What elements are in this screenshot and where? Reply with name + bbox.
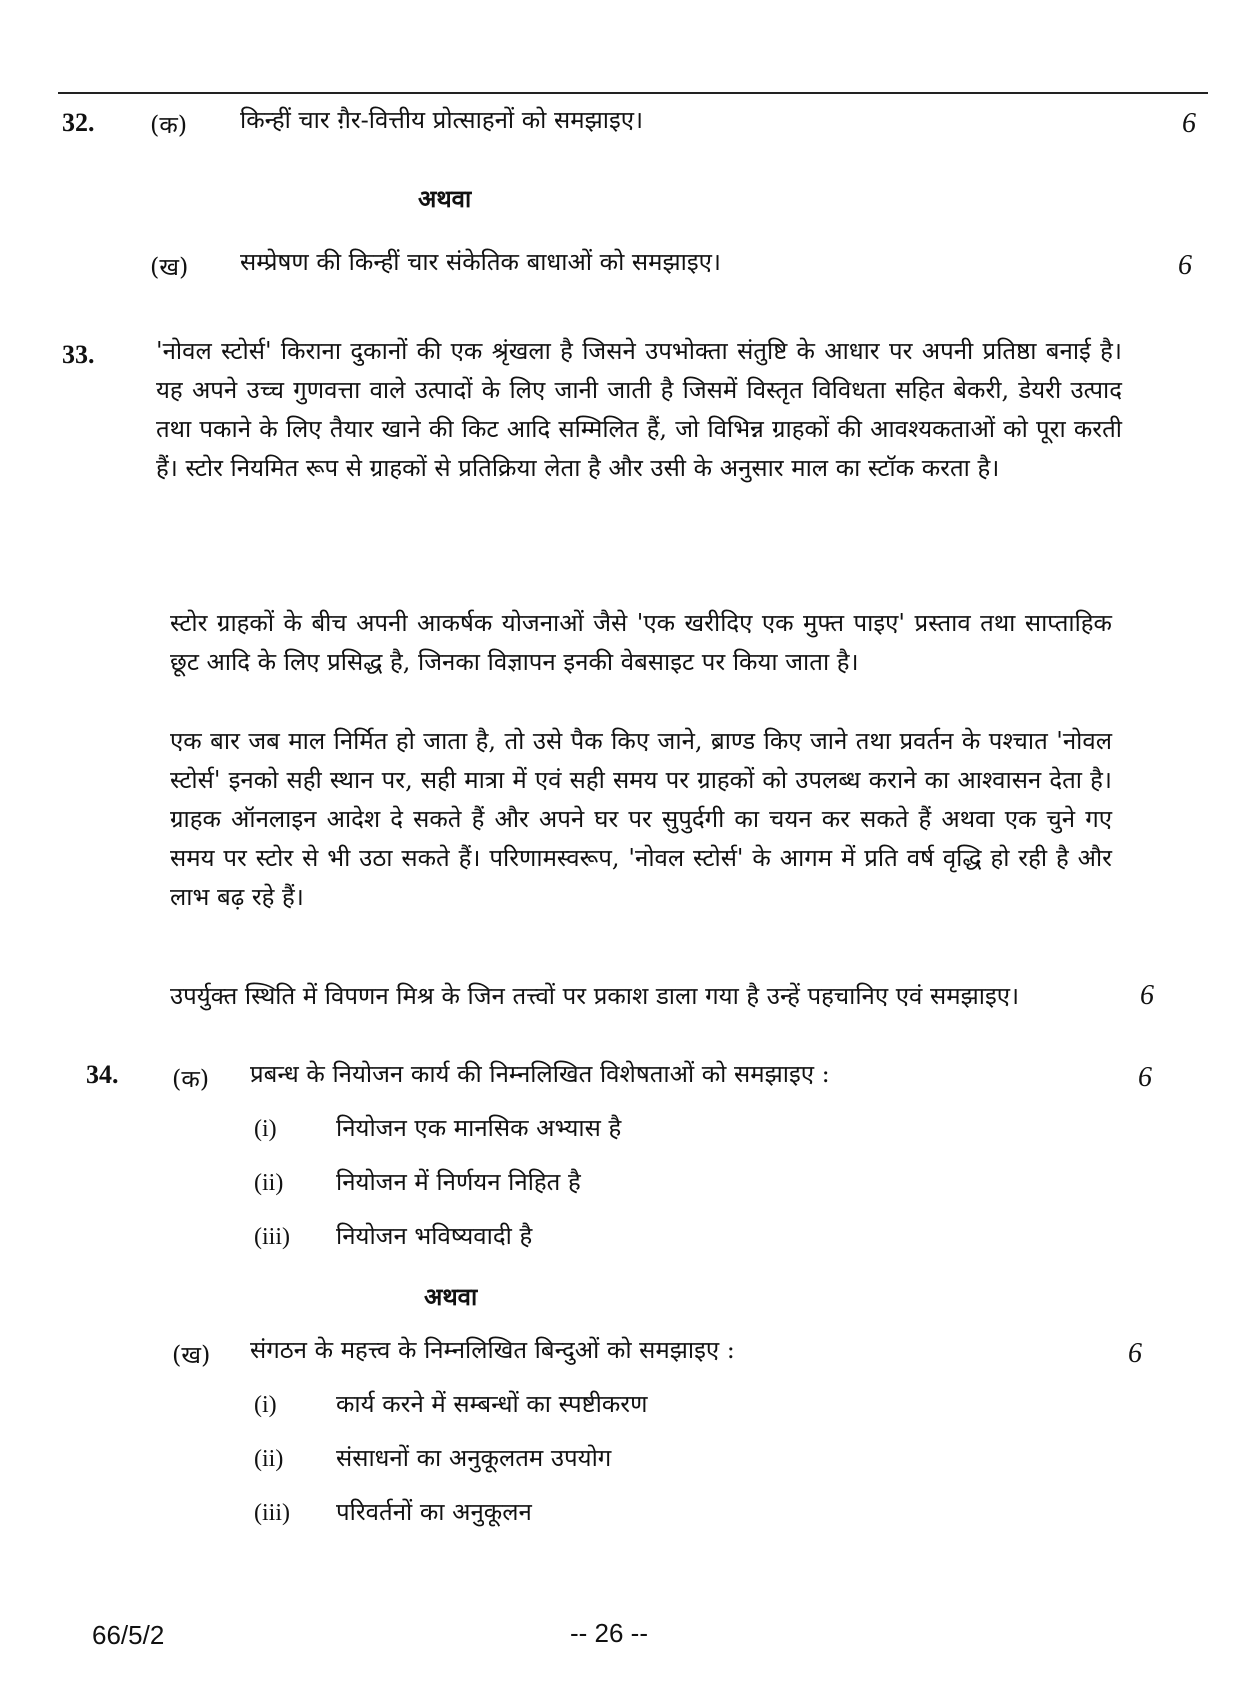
- sub-item-number: (i): [254, 1116, 277, 1142]
- paper-code: 66/5/2: [92, 1620, 165, 1650]
- option-label-b: (ख): [150, 253, 189, 281]
- sub-item-text: नियोजन भविष्यवादी है: [336, 1222, 533, 1250]
- question-number: 32.: [62, 108, 95, 137]
- sub-item-number: (ii): [254, 1446, 284, 1472]
- sub-item-text: संसाधनों का अनुकूलतम उपयोग: [336, 1444, 612, 1472]
- option-label-b: (ख): [172, 1341, 211, 1369]
- marks: 6: [1178, 250, 1192, 281]
- top-rule: [58, 92, 1208, 94]
- question-text: प्रबन्ध के नियोजन कार्य की निम्नलिखित विशेषताओं को समझाइए :: [250, 1060, 830, 1088]
- question-text: संगठन के महत्त्व के निम्नलिखित बिन्दुओं को समझाइए :: [250, 1336, 735, 1364]
- sub-item-number: (iii): [254, 1224, 290, 1250]
- question-text: किन्हीं चार ग़ैर-वित्तीय प्रोत्साहनों को समझाइए।: [240, 106, 644, 134]
- question-text: सम्प्रेषण की किन्हीं चार संकेतिक बाधाओं को समझाइए।: [240, 248, 722, 276]
- question-text: उपर्युक्त स्थिति में विपणन मिश्र के जिन तत्त्वों पर प्रकाश डाला गया है उन्हें पहचानिए एवं समझाइए।: [170, 982, 1020, 1010]
- sub-item-text: नियोजन एक मानसिक अभ्यास है: [336, 1114, 622, 1142]
- page-number: -- 26 --: [570, 1618, 648, 1648]
- question-number: 33.: [62, 340, 95, 369]
- sub-item-number: (i): [254, 1392, 277, 1418]
- sub-item-text: कार्य करने में सम्बन्धों का स्पष्टीकरण: [336, 1390, 648, 1418]
- sub-item-number: (ii): [254, 1170, 284, 1196]
- marks: 6: [1182, 108, 1196, 139]
- sub-item-text: नियोजन में निर्णयन निहित है: [336, 1168, 581, 1196]
- or-separator: अथवा: [424, 1282, 478, 1311]
- marks: 6: [1128, 1338, 1142, 1369]
- or-separator: अथवा: [418, 184, 472, 213]
- case-paragraph-1: 'नोवल स्टोर्स' किराना दुकानों की एक श्रृंखला है जिसने उपभोक्ता संतुष्टि के आधार पर अपनी प्रतिष्ठा बनाई है। यह अपने उच्च गुणवत्ता वाले उत्पादों के लिए जानी जाती है जिसमें विस्तृत विविधता सहित बेकरी, डेयरी उत्पाद तथा पकाने के लिए तैयार खाने की किट आदि सम्मिलित हैं, जो विभिन्न ग्राहकों की आवश्यकताओं को पूरा करती हैं। स्टोर नियमित रूप से ग्राहकों से प्रतिक्रिया लेता है और उसी के अनुसार माल का स्टॉक करता है।: [156, 337, 1122, 482]
- case-paragraph-2: स्टोर ग्राहकों के बीच अपनी आकर्षक योजनाओं जैसे 'एक खरीदिए एक मुफ्त पाइए' प्रस्ताव तथा साप्ताहिक छूट आदि के लिए प्रसिद्ध है, जिनका विज्ञापन इनकी वेबसाइट पर किया जाता है।: [170, 609, 1112, 676]
- sub-item-number: (iii): [254, 1500, 290, 1526]
- sub-item-text: परिवर्तनों का अनुकूलन: [336, 1498, 532, 1526]
- case-paragraph-3: एक बार जब माल निर्मित हो जाता है, तो उसे पैक किए जाने, ब्राण्ड किए जाने तथा प्रवर्तन के पश्चात 'नोवल स्टोर्स' इनको सही स्थान पर, सही मात्रा में एवं सही समय पर ग्राहकों को उपलब्ध कराने का आश्वासन देता है। ग्राहक ऑनलाइन आदेश दे सकते हैं और अपने घर पर सुपुर्दगी का चयन कर सकते हैं अथवा एक चुने गए समय पर स्टोर से भी उठा सकते हैं। परिणामस्वरूप, 'नोवल स्टोर्स' के आगम में प्रति वर्ष वृद्धि हो रही है और लाभ बढ़ रहे हैं।: [170, 727, 1112, 911]
- option-label-a: (क): [172, 1065, 210, 1093]
- marks: 6: [1140, 980, 1154, 1011]
- marks: 6: [1138, 1062, 1152, 1093]
- option-label-a: (क): [150, 111, 188, 139]
- question-number: 34.: [86, 1060, 119, 1089]
